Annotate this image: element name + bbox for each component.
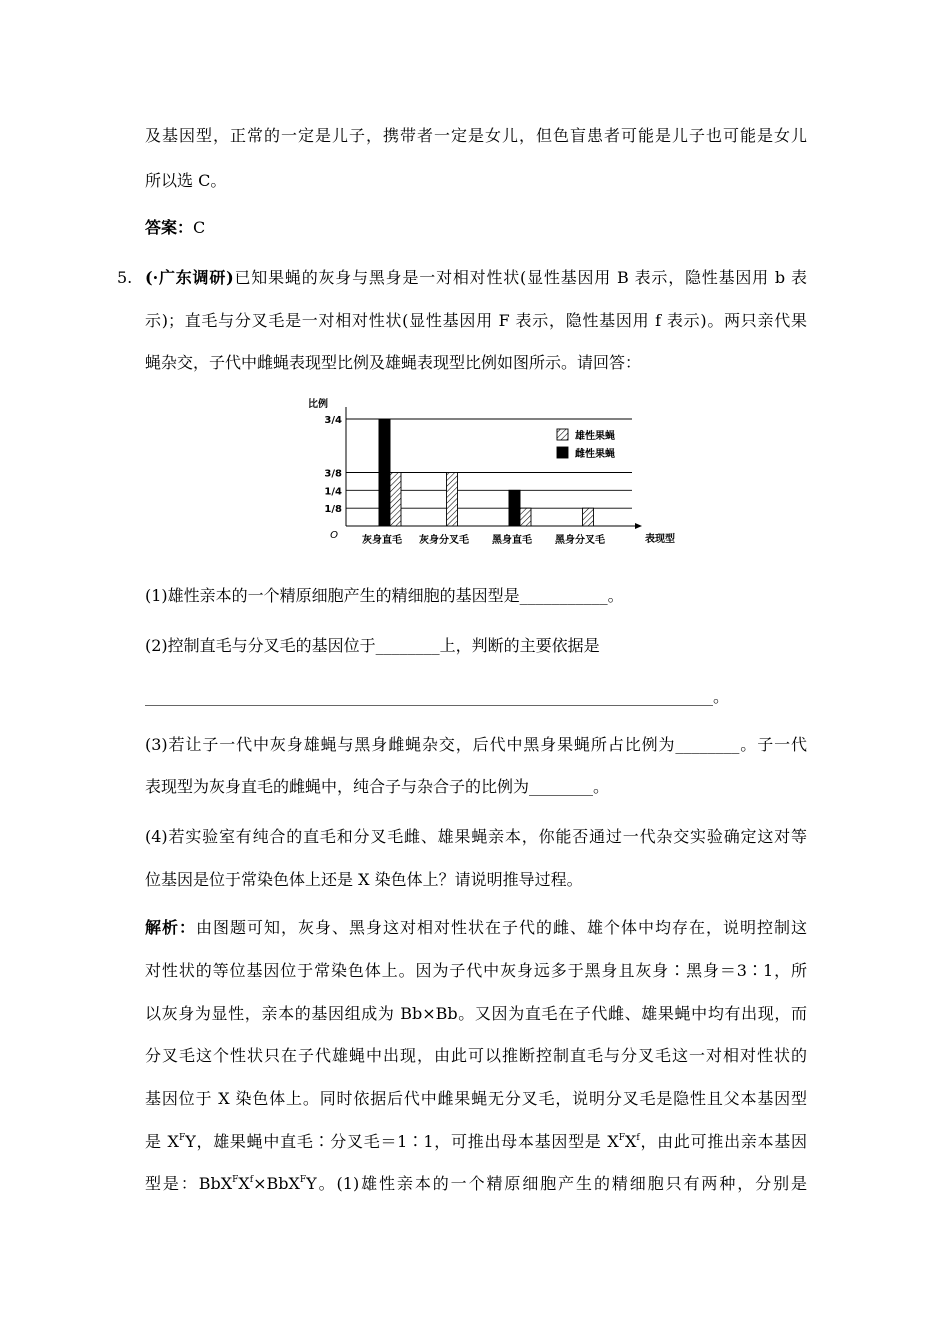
analysis-6a: 是 X — [145, 1132, 179, 1151]
answer-value: C — [193, 218, 206, 237]
question-stem-line-1 — [145, 267, 807, 289]
x-tick-label: 黑身直毛 — [492, 535, 532, 546]
question-source: (·广东调研) — [145, 268, 234, 287]
bar-male — [390, 473, 401, 527]
x-tick-label: 灰身直毛 — [362, 535, 402, 546]
analysis-6b: Y，雄果蝇中直毛∶分叉毛＝1∶1，可推出母本基因型是 X — [185, 1132, 619, 1151]
y-axis-label: 比例 — [308, 399, 328, 410]
question-stem-text-1: 已知果蝇的灰身与黑身是一对相对性状(显性基因用 B 表示，隐性基因用 b 表 — [233, 268, 807, 287]
analysis-7c: ×BbX — [253, 1174, 300, 1193]
analysis-line-6 — [145, 1131, 807, 1153]
bar-male — [583, 508, 594, 526]
analysis-7a: 型是：BbX — [145, 1174, 233, 1193]
superscript: F — [178, 1133, 186, 1143]
bar-female — [379, 419, 390, 526]
prev-explanation-line-1: 及基因型，正常的一定是儿子，携带者一定是女儿，但色盲患者可能是儿子也可能是女儿 — [145, 126, 807, 145]
analysis-line-1 — [145, 917, 807, 939]
legend-swatch — [557, 429, 568, 440]
origin-label: O — [330, 530, 338, 541]
analysis-line-2: 对性状的等位基因位于常染色体上。因为子代中灰身远多于黑身且灰身∶黑身＝3∶1，所 — [145, 961, 807, 980]
y-tick-label: 3/4 — [324, 415, 342, 426]
bar-male — [447, 473, 458, 527]
x-axis-label: 表现型 — [645, 534, 675, 545]
phenotype-ratio-chart — [300, 395, 680, 555]
analysis-line-7 — [145, 1173, 807, 1195]
superscript: F — [232, 1175, 239, 1185]
question-number: 5. — [117, 268, 133, 287]
x-tick-label: 灰身分叉毛 — [419, 535, 469, 546]
prev-answer — [145, 217, 807, 239]
analysis-7b: X — [238, 1174, 250, 1193]
legend-label: 雌性果蝇 — [575, 449, 615, 460]
y-tick-label: 1/4 — [324, 486, 342, 498]
y-tick-label: 1/8 — [324, 504, 342, 516]
superscript: f — [636, 1133, 640, 1143]
analysis-6c: X — [625, 1132, 637, 1151]
answer-label: 答案： — [145, 218, 194, 237]
sub-question-3-line-1: (3)若让子一代中灰身雄蝇与黑身雌蝇杂交，后代中黑身果蝇所占比例为________。子一代 — [145, 735, 807, 754]
analysis-text-1: 由图题可知，灰身、黑身这对相对性状在子代的雌、雄个体中均存在，说明控制这 — [196, 918, 807, 937]
sub-question-2-answer-blank: _______________________________________________________________________。 — [145, 687, 729, 706]
x-axis-arrow — [635, 523, 642, 529]
analysis-label: 解析： — [145, 918, 196, 937]
legend-swatch — [557, 447, 568, 458]
superscript: F — [299, 1175, 307, 1185]
analysis-line-5: 基因位于 X 染色体上。同时依据后代中雌果蝇无分叉毛，说明分叉毛是隐性且父本基因型 — [145, 1089, 807, 1108]
analysis-7d: Y。(1)雄性亲本的一个精原细胞产生的精细胞只有两种，分别是 — [306, 1174, 807, 1193]
prev-explanation-line-2: 所以选 C。 — [145, 171, 227, 190]
x-tick-label: 黑身分叉毛 — [555, 535, 605, 546]
bar-female — [509, 490, 520, 526]
superscript: f — [249, 1175, 254, 1185]
y-tick-label: 3/8 — [324, 468, 342, 480]
bar-male — [520, 508, 531, 526]
sub-question-4-line-2: 位基因是位于常染色体上还是 X 染色体上？请说明推导过程。 — [145, 870, 583, 889]
analysis-6d: ，由此可推出亲本基因 — [639, 1132, 807, 1151]
legend-label: 雄性果蝇 — [575, 431, 615, 442]
sub-question-4-line-1: (4)若实验室有纯合的直毛和分叉毛雌、雄果蝇亲本，你能否通过一代杂交实验确定这对等 — [145, 827, 807, 846]
question-stem-line-2: 示)；直毛与分叉毛是一对相对性状(显性基因用 F 表示，隐性基因用 f 表示)。两只亲代果 — [145, 311, 807, 330]
analysis-line-3: 以灰身为显性，亲本的基因组成为 Bb×Bb。又因为直毛在子代雌、雄果蝇中均有出现，而 — [145, 1004, 807, 1023]
sub-question-3-line-2: 表现型为灰身直毛的雌蝇中，纯合子与杂合子的比例为________。 — [145, 777, 610, 796]
sub-question-1: (1)雄性亲本的一个精原细胞产生的精细胞的基因型是___________。 — [145, 586, 624, 605]
sub-question-2-line-1: (2)控制直毛与分叉毛的基因位于________上，判断的主要依据是 — [145, 636, 600, 655]
analysis-line-4: 分叉毛这个性状只在子代雄蝇中出现，由此可以推断控制直毛与分叉毛这一对相对性状的 — [145, 1046, 807, 1065]
question-stem-line-3: 蝇杂交，子代中雌蝇表现型比例及雄蝇表现型比例如图所示。请回答： — [145, 353, 642, 372]
superscript: F — [618, 1133, 625, 1143]
